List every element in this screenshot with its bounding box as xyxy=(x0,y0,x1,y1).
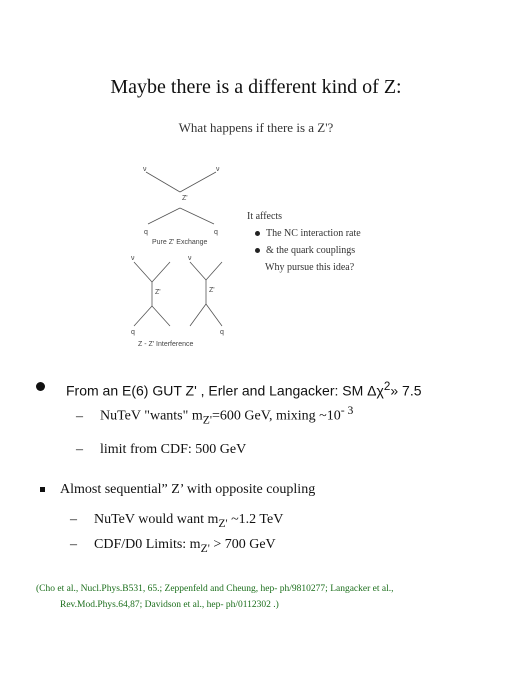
affects-item: The NC interaction rate xyxy=(255,225,361,242)
sub-bullet-cdf-limit: – limit from CDF: 500 GeV xyxy=(76,442,247,457)
feynman-diagram-svg xyxy=(118,158,258,350)
diagram-label-z: Z' xyxy=(182,195,188,202)
diagram-label-q-1: q xyxy=(144,229,148,236)
diagram-label-q-4: q xyxy=(220,329,224,336)
citation xyxy=(36,581,476,613)
diagram-label-nu-2: ν xyxy=(216,166,220,173)
diagram-label-nu-4: ν xyxy=(188,255,192,262)
diagram-label-q-3: q xyxy=(131,329,135,336)
bullet-square-icon xyxy=(40,487,45,492)
diagram-label-z-right: Z' xyxy=(209,287,215,294)
dash-icon: – xyxy=(76,442,83,457)
sub-bullet-cdf-d0-limits: – CDF/D0 Limits: $m_{Z'} > 700$ GeV xyxy=(70,537,276,555)
bullet-e6-text: From an E(6) GUT Z' , Erler and Langacker: SM Δχ xyxy=(66,382,384,399)
sub-bullet-nutev-wants: – NuTeV "wants" $m_{Z'}=600$ GeV, mixing $\sim 10^{- 3}$ xyxy=(76,404,354,427)
dash-icon: – xyxy=(70,537,77,552)
feynman-diagrams xyxy=(118,158,258,350)
affects-item: & the quark couplings xyxy=(255,242,361,259)
affects-block xyxy=(247,208,361,276)
sub-bullet-nutev-would-want: – NuTeV would want $m_{Z'}$ ~1.2 TeV xyxy=(70,512,284,530)
affects-question: Why pursue this idea? xyxy=(265,262,355,273)
bullet-dot-icon xyxy=(255,231,260,236)
bullet-dot-icon xyxy=(36,382,45,391)
diagram-label-q-2: q xyxy=(214,229,218,236)
diagram-label-nu-3: ν xyxy=(131,255,135,262)
dash-icon: – xyxy=(70,512,77,527)
affects-heading: It affects xyxy=(247,211,283,222)
dash-icon: – xyxy=(76,408,83,424)
bullet-dot-icon xyxy=(255,248,260,253)
diagram-label-pure: Pure Z' Exchange xyxy=(152,239,208,246)
diagram-label-z-left: Z' xyxy=(155,289,161,296)
bullet-sequential-text: Almost sequential” Z’ with opposite coupling xyxy=(60,482,316,497)
citation-line-1: (Cho et al., Nucl.Phys.B531, 65.; Zeppenfeld and Cheung, hep- ph/9810277; Langacker et al., xyxy=(36,584,394,594)
page-title: Maybe there is a different kind of Z: xyxy=(110,76,402,98)
citation-line-2: Rev.Mod.Phys.64,87; Davidson et al., hep- ph/0112302 .) xyxy=(60,600,279,610)
page-subtitle: What happens if there is a Z'? xyxy=(178,120,334,135)
diagram-label-nu-1: ν xyxy=(143,166,147,173)
diagram-label-interference: Z - Z' Interference xyxy=(138,341,194,348)
